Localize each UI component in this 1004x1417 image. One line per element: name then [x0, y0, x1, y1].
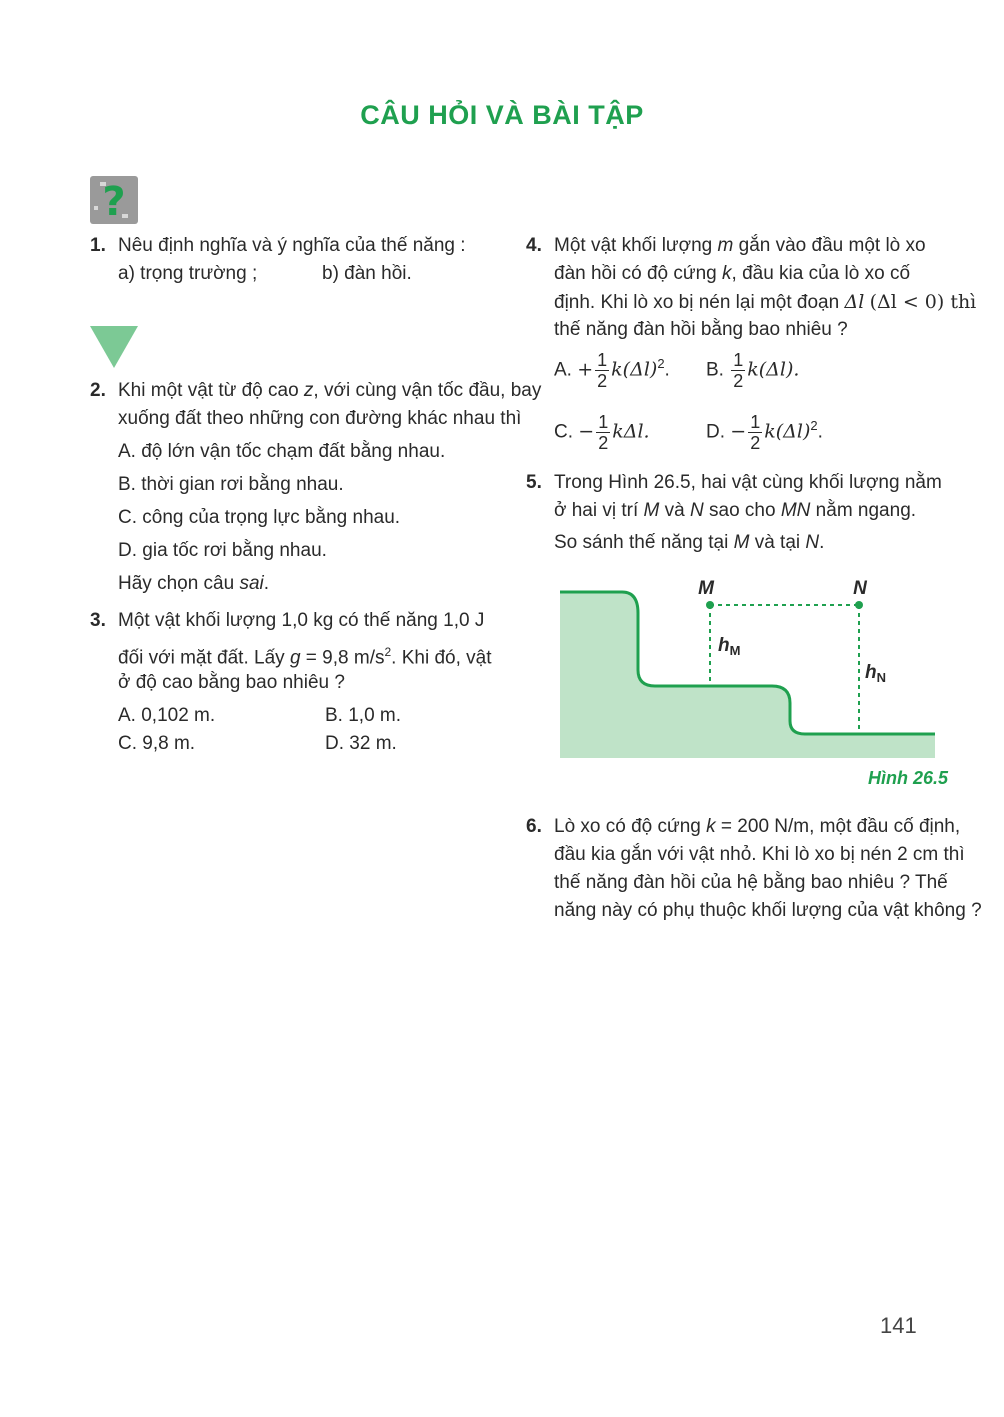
option-b: b) đàn hồi. — [322, 263, 412, 284]
svg-text:?: ? — [102, 179, 126, 224]
point-m — [706, 601, 714, 609]
option-c: C. công của trọng lực bằng nhau. — [118, 507, 401, 528]
point-n — [855, 601, 863, 609]
question-mark-icon — [90, 176, 138, 224]
question-number: 3. — [90, 610, 106, 631]
question-5 — [526, 469, 942, 564]
option-b: B. $\frac{1}{2}$ k(Δl). — [706, 350, 800, 391]
question-number: 2. — [90, 380, 106, 401]
question-2 — [90, 377, 542, 602]
option-a: A. + $\frac{1}{2}$ $k(\Delta l)^2$. — [554, 350, 670, 391]
question-4 — [526, 232, 977, 457]
question-text: xuống đất theo những con đường khác nhau thì — [118, 408, 522, 429]
question-text: Một vật khối lượng 1,0 kg có thế năng 1,0 J — [118, 610, 485, 631]
option-b: B. 1,0 m. — [325, 705, 402, 726]
question-text: thế năng đàn hồi của hệ bằng bao nhiêu ? Thế — [554, 872, 948, 893]
question-text: ở độ cao bằng bao nhiêu ? — [118, 672, 345, 693]
figure-caption: Hình 26.5 — [868, 768, 949, 788]
question-text: định. Khi lò xo bị nén lại một đoạn Δl (Δl < 0) thì — [554, 291, 977, 313]
question-number: 6. — [526, 816, 542, 837]
question-text: thế năng đàn hồi bằng bao nhiêu ? — [554, 319, 848, 340]
option-a: a) trọng trường ; — [118, 263, 258, 284]
option-b: B. thời gian rơi bằng nhau. — [118, 474, 344, 495]
option-d: D. gia tốc rơi bằng nhau. — [118, 540, 327, 561]
question-text: Nêu định nghĩa và ý nghĩa của thế năng : — [118, 235, 466, 256]
option-c: C. 9,8 m. — [118, 733, 196, 754]
triangle-icon — [90, 326, 138, 368]
question-text: Khi một vật từ độ cao z, với cùng vận tốc đầu, bay — [118, 380, 542, 401]
label-m: M — [698, 578, 714, 599]
question-text: Trong Hình 26.5, hai vật cùng khối lượng nằm — [554, 472, 942, 493]
instruction: Hãy chọn câu sai. — [118, 573, 270, 594]
label-n: N — [853, 578, 867, 599]
page-title: CÂU HỎI VÀ BÀI TẬP — [360, 100, 644, 130]
question-text: đàn hồi có độ cứng k, đầu kia của lò xo cố — [554, 263, 911, 284]
question-number: 4. — [526, 235, 542, 256]
question-text: ở hai vị trí M và N sao cho MN nằm ngang. — [554, 500, 917, 521]
question-6 — [526, 813, 982, 933]
question-3 — [90, 607, 500, 757]
figure-26-5 — [560, 575, 935, 760]
option-d: D. 32 m. — [325, 733, 397, 754]
question-text: năng này có phụ thuộc khối lượng của vật không ? — [554, 900, 982, 921]
option-a: A. 0,102 m. — [118, 705, 216, 726]
question-number: 1. — [90, 235, 106, 256]
page-number: 141 — [880, 1313, 917, 1338]
option-d: D. − $\frac{1}{2}$ $k(\Delta l)^2$. — [706, 412, 823, 453]
question-text: Một vật khối lượng m gắn vào đầu một lò xo — [554, 235, 926, 256]
option-a: A. độ lớn vận tốc chạm đất bằng nhau. — [118, 441, 446, 462]
label-hm: $h_M$ — [718, 635, 741, 658]
question-text: Lò xo có độ cứng k = 200 N/m, một đầu cố định, — [554, 816, 961, 837]
label-hn: $h_N$ — [865, 662, 886, 685]
question-number: 5. — [526, 472, 542, 493]
option-c: C. − $\frac{1}{2}$ kΔl. — [554, 412, 650, 453]
question-1 — [90, 232, 500, 292]
question-text: đầu kia gắn với vật nhỏ. Khi lò xo bị nén 2 cm thì — [554, 844, 965, 865]
question-text: đối với mặt đất. Lấy g = 9,8 $m/s^2$. Khi đó, vật — [118, 645, 492, 669]
question-text: So sánh thế năng tại M và tại N. — [554, 532, 825, 553]
